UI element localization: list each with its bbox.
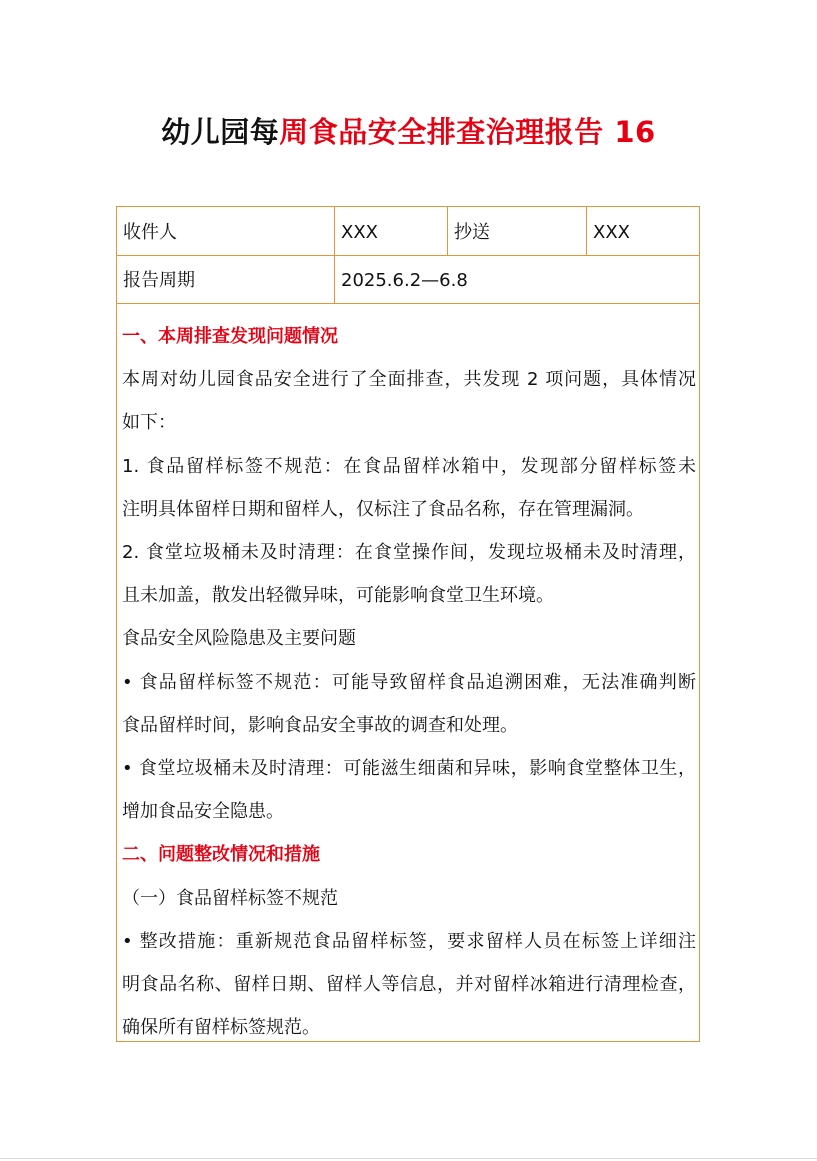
period-value: 2025.6.2—6.8 <box>341 270 468 291</box>
cc-label: 抄送 <box>454 222 490 243</box>
risk-item-1-cont: 食品留样时间，影响食品安全事故的调查和处理。 <box>122 714 518 736</box>
issue-item-1: 1. 食品留样标签不规范：在食品留样冰箱中，发现部分留样标签未 <box>122 455 696 477</box>
subsection-title: （一）食品留样标签不规范 <box>122 887 338 909</box>
issue-item-1-cont: 注明具体留样日期和留样人，仅标注了食品名称，存在管理漏洞。 <box>122 498 644 520</box>
cc-value: XXX <box>593 222 630 243</box>
title-red-part: 周食品安全排查治理报告 16 <box>279 115 656 149</box>
report-body <box>122 315 696 1049</box>
title-black-part: 幼儿园每 <box>161 115 280 149</box>
column-divider <box>447 207 448 255</box>
measure-item-cont: 确保所有留样标签规范。 <box>122 1017 320 1039</box>
intro-line: 如下： <box>122 412 176 434</box>
row-divider <box>117 255 699 256</box>
risk-item-2: • 食堂垃圾桶未及时清理：可能滋生细菌和异味，影响食堂整体卫生， <box>122 758 696 780</box>
row-divider <box>117 303 699 304</box>
report-title <box>0 112 817 152</box>
measure-item-cont: 明食品名称、留样日期、留样人等信息，并对留样冰箱进行清理检查， <box>122 974 696 996</box>
risk-title: 食品安全风险隐患及主要问题 <box>122 628 356 650</box>
page-bottom-divider <box>0 1158 817 1159</box>
risk-item-1: • 食品留样标签不规范：可能导致留样食品追溯困难，无法准确判断 <box>122 671 696 693</box>
issue-item-2: 2. 食堂垃圾桶未及时清理：在食堂操作间，发现垃圾桶未及时清理， <box>122 542 696 564</box>
report-table <box>116 206 700 1042</box>
section2-heading: 二、问题整改情况和措施 <box>122 844 320 866</box>
measure-item: • 整改措施：重新规范食品留样标签，要求留样人员在标签上详细注 <box>122 930 696 952</box>
intro-line: 本周对幼儿园食品安全进行了全面排查，共发现 2 项问题，具体情况 <box>122 369 696 391</box>
column-divider <box>334 207 335 303</box>
risk-item-2-cont: 增加食品安全隐患。 <box>122 801 284 823</box>
period-label: 报告周期 <box>123 270 195 291</box>
section1-heading: 一、本周排查发现问题情况 <box>122 326 338 347</box>
recipient-value: XXX <box>341 222 378 243</box>
column-divider <box>586 207 587 255</box>
recipient-label: 收件人 <box>123 222 177 243</box>
issue-item-2-cont: 且未加盖，散发出轻微异味，可能影响食堂卫生环境。 <box>122 585 554 607</box>
